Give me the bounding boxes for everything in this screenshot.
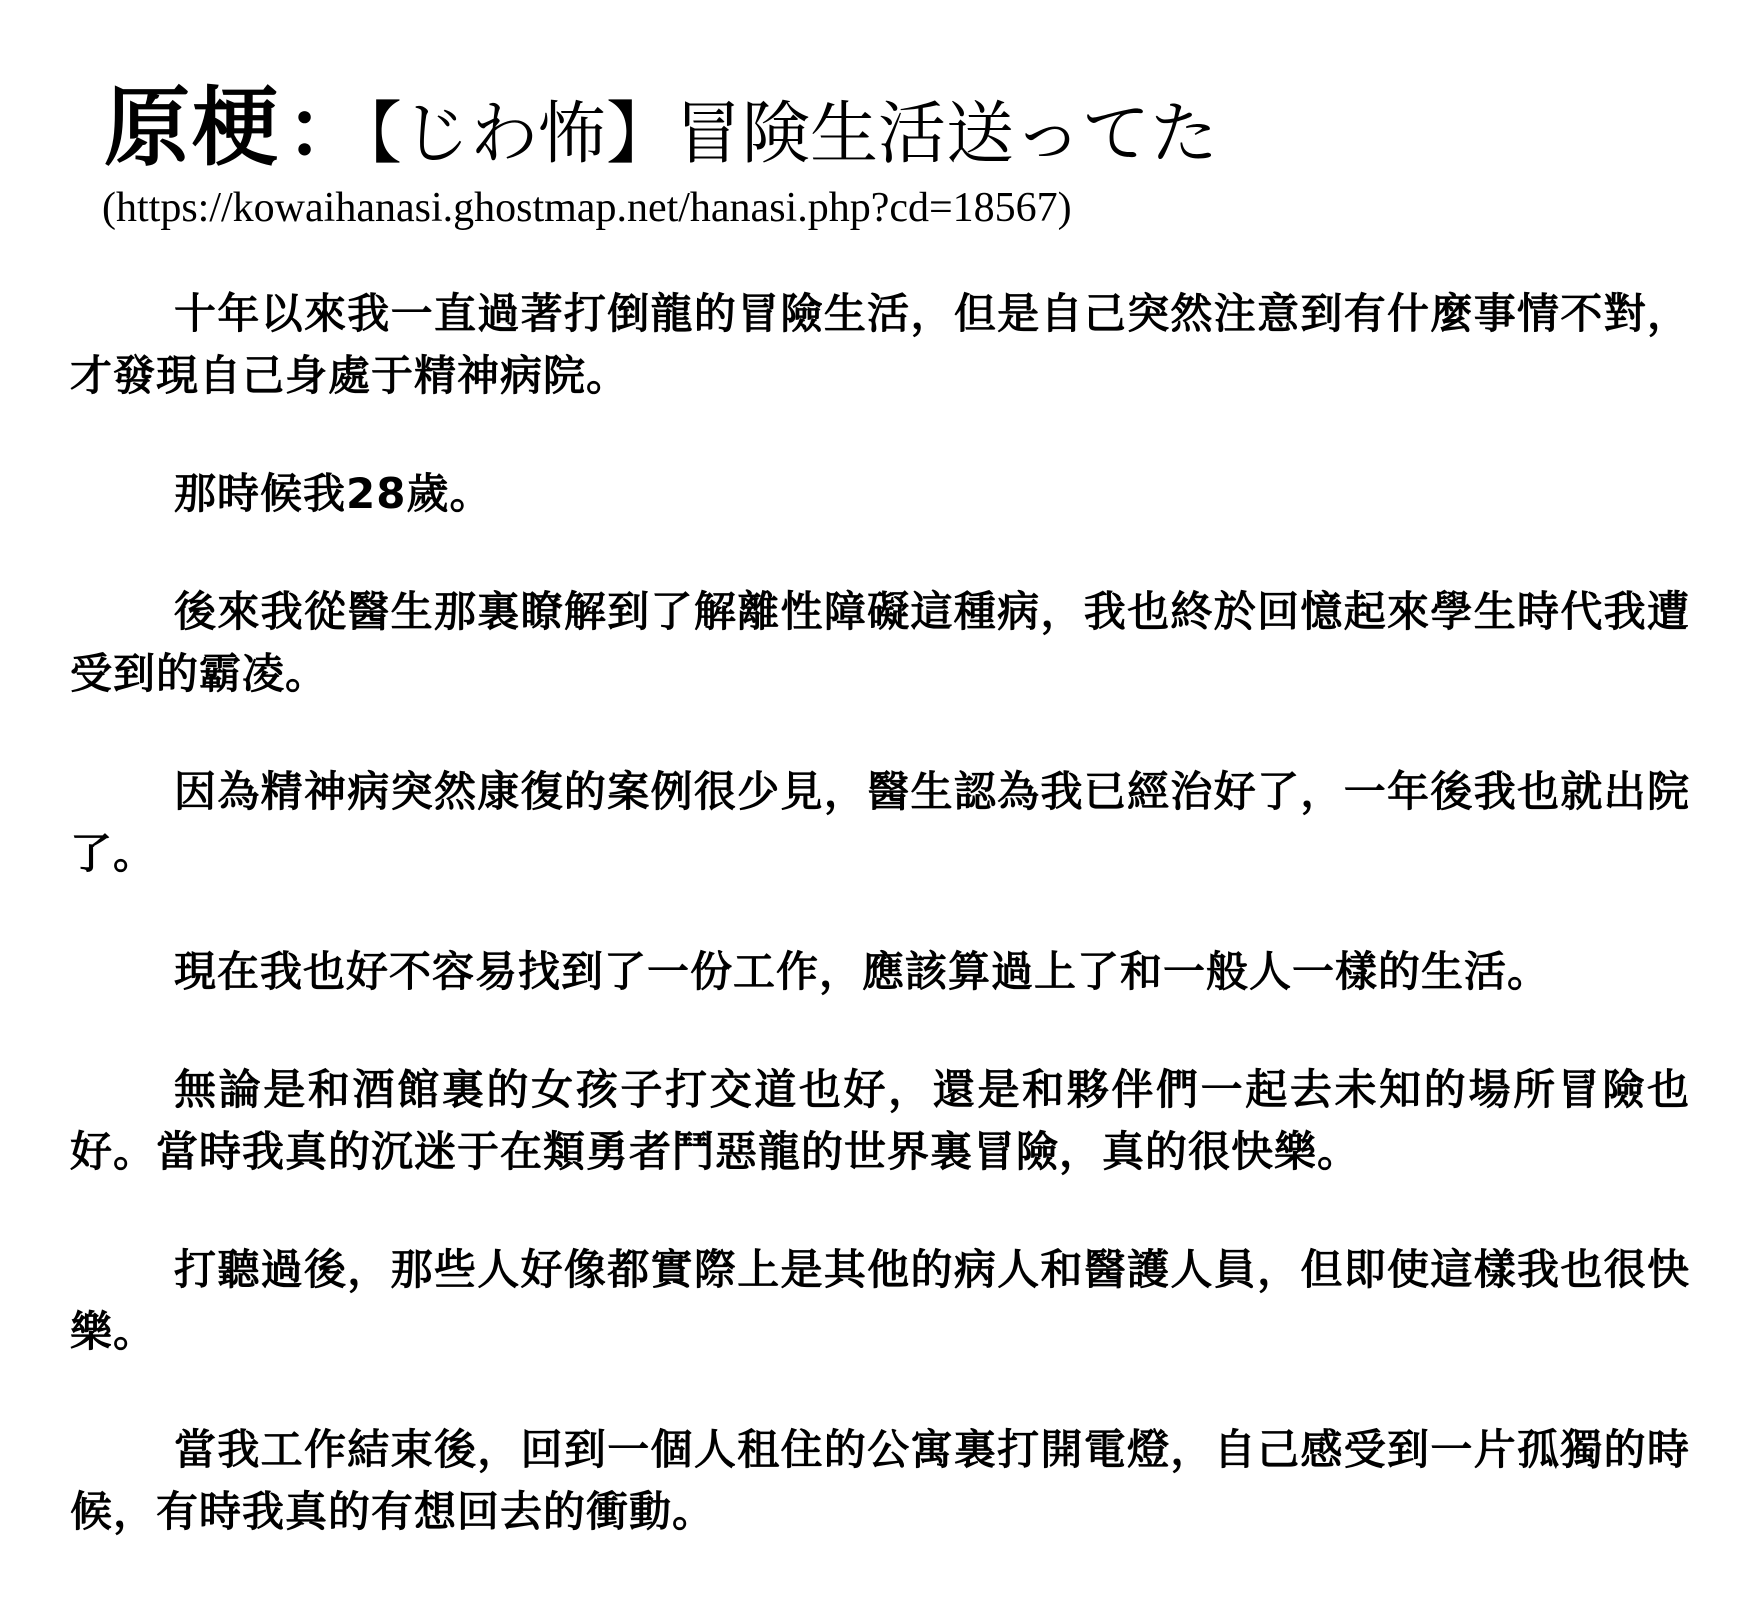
page-title — [104, 78, 1218, 178]
title-prefix: 原梗 — [104, 78, 280, 178]
source-url: (https://kowaihanasi.ghostmap.net/hanasi.php?cd=18567) — [102, 185, 1072, 231]
paragraph-7: 打聽過後，那些人好像都實際上是其他的病人和醫護人員，但即使這樣我也很快樂。 — [70, 1245, 1690, 1356]
paragraph-5: 現在我也好不容易找到了一份工作，應該算過上了和一般人一樣的生活。 — [174, 947, 1551, 996]
article-body — [70, 283, 1690, 1599]
paragraph-6: 無論是和酒館裏的女孩子打交道也好，還是和夥伴們一起去未知的場所冒險也好。當時我真的沉迷于在類勇者鬥惡龍的世界裏冒險，真的很快樂。 — [70, 1065, 1690, 1176]
paragraph-2: 那時候我28歲。 — [174, 469, 493, 518]
title-colon: ： — [286, 83, 366, 176]
paragraph-1: 十年以來我一直過著打倒龍的冒險生活，但是自己突然注意到有什麼事情不對，才發現自己身處于精神病院。 — [70, 289, 1690, 400]
paragraph-3: 後來我從醫生那裏瞭解到了解離性障礙這種病，我也終於回憶起來學生時代我遭受到的霸凌。 — [70, 587, 1690, 698]
paragraph-4: 因為精神病突然康復的案例很少見，醫生認為我已經治好了，一年後我也就出院了。 — [70, 767, 1690, 878]
title-main: 【じわ怖】冒険生活送ってた — [368, 95, 1219, 174]
paragraph-8: 當我工作結束後，回到一個人租住的公寓裏打開電燈，自己感受到一片孤獨的時候，有時我真的有想回去的衝動。 — [70, 1425, 1690, 1536]
